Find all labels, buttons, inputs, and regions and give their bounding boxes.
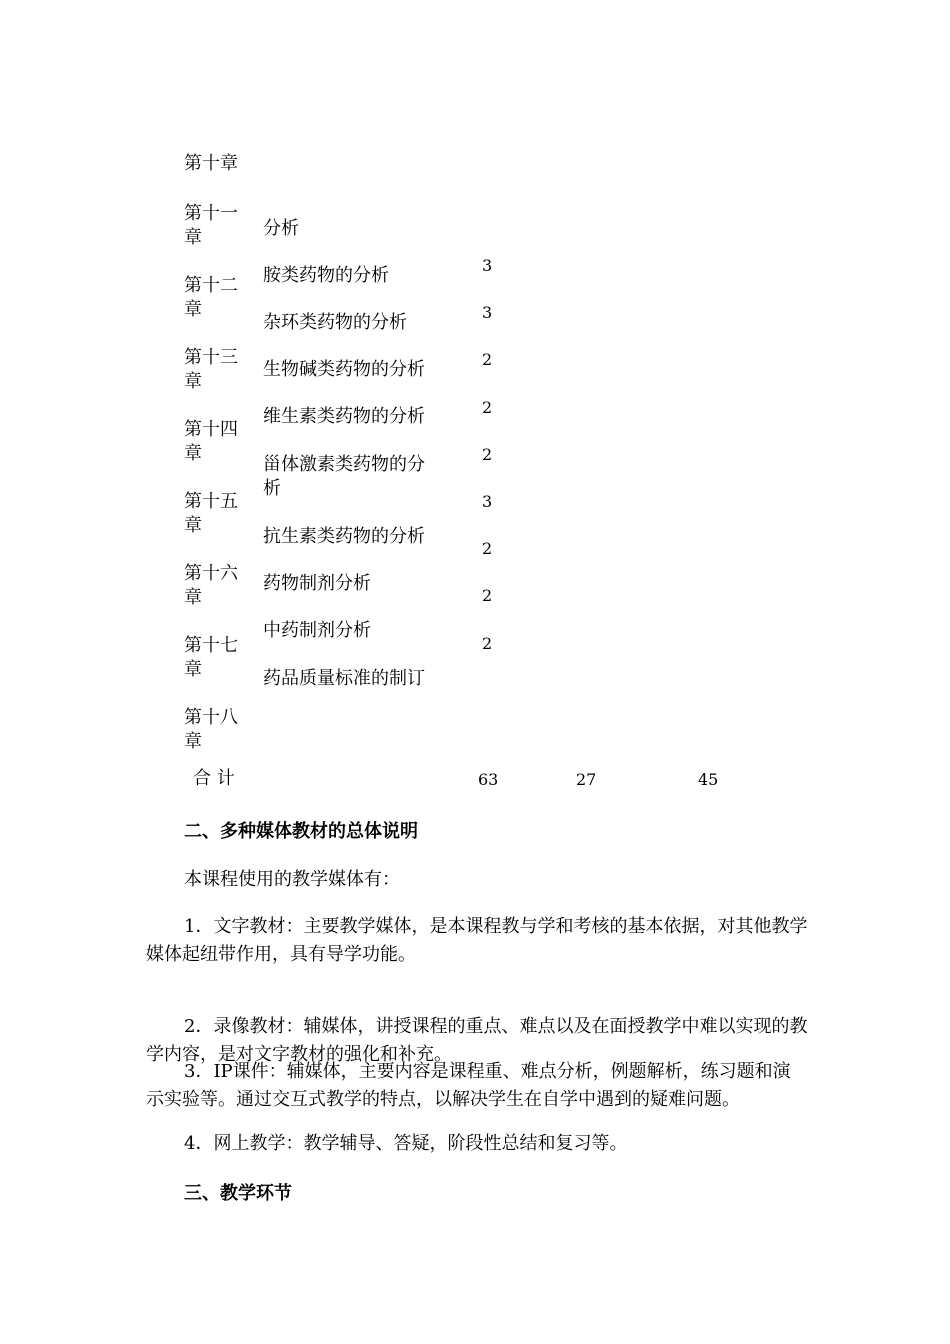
- chapter-13: 第十三: [184, 347, 238, 368]
- hours-value: 2: [482, 350, 493, 369]
- chapter-16-suffix: 章: [184, 587, 202, 608]
- topic-item: 杂环类药物的分析: [263, 312, 407, 333]
- chapter-16: 第十六: [184, 563, 238, 584]
- section-3-heading: 三、教学环节: [184, 1183, 292, 1204]
- topic-item: 药品质量标准的制订: [263, 668, 425, 689]
- total-value-2: 27: [576, 770, 597, 789]
- media-item-online: 4．网上教学：教学辅导、答疑，阶段性总结和复习等。: [184, 1133, 628, 1154]
- chapter-14-suffix: 章: [184, 443, 202, 464]
- chapter-12-suffix: 章: [184, 299, 202, 320]
- total-value-1: 63: [478, 770, 499, 789]
- hours-value: 3: [482, 303, 493, 322]
- hours-value: 2: [482, 539, 493, 558]
- total-label: 合 计: [193, 768, 235, 789]
- chapter-12: 第十二: [184, 275, 238, 296]
- chapter-18-suffix: 章: [184, 731, 202, 752]
- hours-value: 3: [482, 492, 493, 511]
- hours-value: 2: [482, 634, 493, 653]
- chapter-14: 第十四: [184, 419, 238, 440]
- topic-item: 抗生素类药物的分析: [263, 526, 425, 547]
- topic-item: 维生素类药物的分析: [263, 406, 425, 427]
- section-2-intro: 本课程使用的教学媒体有：: [184, 869, 400, 890]
- hours-value: 3: [482, 256, 493, 275]
- chapter-11-suffix: 章: [184, 227, 202, 248]
- chapter-18: 第十八: [184, 707, 238, 728]
- topic-item-continued: 析: [263, 478, 281, 499]
- media-item-video: 2．录像教材：辅媒体，讲授课程的重点、难点以及在面授教学中难以实现的教学内容，是对文字教材的强化和补充。: [146, 1016, 808, 1065]
- total-value-3: 45: [698, 770, 719, 789]
- media-item-text: 1．文字教材：主要教学媒体，是本课程教与学和考核的基本依据，对其他教学媒体起纽带作用，具有导学功能。: [146, 916, 808, 965]
- topic-item: 中药制剂分析: [263, 620, 371, 641]
- section-2-heading: 二、多种媒体教材的总体说明: [184, 821, 418, 842]
- hours-value: 2: [482, 398, 493, 417]
- topic-item: 甾体激素类药物的分: [263, 454, 425, 475]
- chapter-11: 第十一: [184, 203, 238, 224]
- hours-value: 2: [482, 445, 493, 464]
- topic-item: 胺类药物的分析: [263, 265, 389, 286]
- topic-item: 生物碱类药物的分析: [263, 359, 425, 380]
- media-item-courseware: 3．IP课件：辅媒体，主要内容是课程重、难点分析，例题解析，练习题和演示实验等。通过交互式教学的特点，以解决学生在自学中遇到的疑难问题。: [146, 1061, 791, 1110]
- chapter-17: 第十七: [184, 635, 238, 656]
- chapter-15-suffix: 章: [184, 515, 202, 536]
- chapter-15: 第十五: [184, 491, 238, 512]
- topic-item: 药物制剂分析: [263, 573, 371, 594]
- hours-value: 2: [482, 586, 493, 605]
- chapter-10: 第十章: [184, 153, 238, 174]
- topic-item: 分析: [263, 218, 299, 239]
- chapter-17-suffix: 章: [184, 659, 202, 680]
- chapter-13-suffix: 章: [184, 371, 202, 392]
